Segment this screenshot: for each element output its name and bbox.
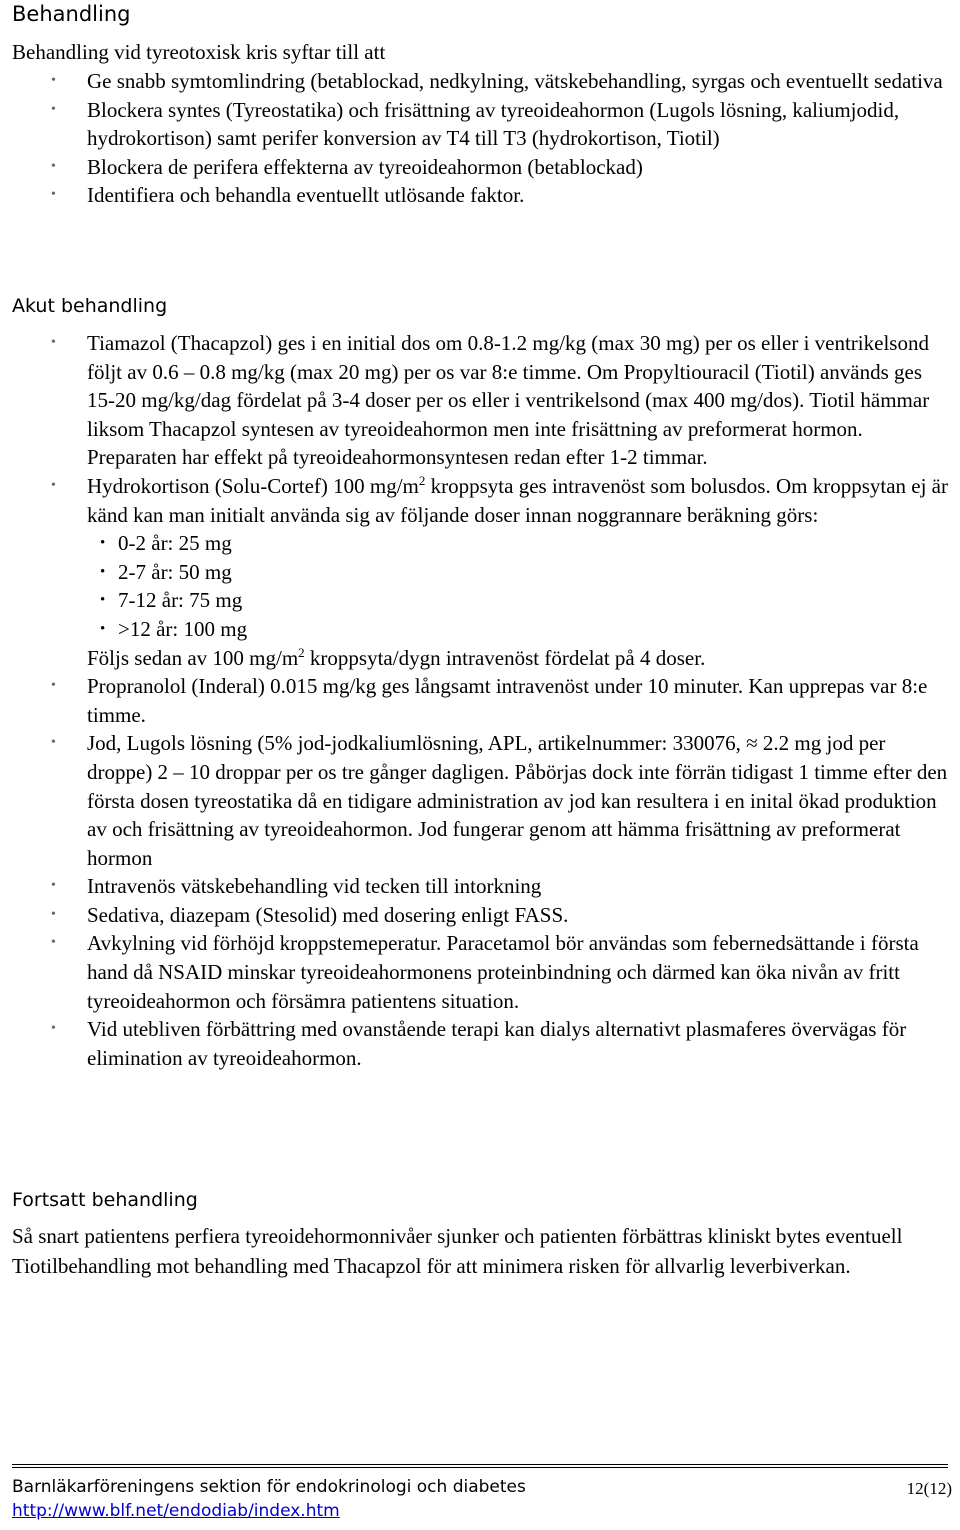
list-item-sedativa: • Sedativa, diazepam (Stesolid) med dosering enligt FASS. — [0, 901, 948, 930]
bullet-icon: • — [51, 906, 56, 922]
dose-item: • 0-2 år: 25 mg — [87, 529, 948, 558]
list-item: • Identifiera och behandla eventuellt utlösande faktor. — [0, 181, 948, 210]
list-item-vatska: • Intravenös vätskebehandling vid tecken till intorkning — [0, 872, 948, 901]
bullet-icon: • — [51, 1021, 56, 1037]
list-item: • Blockera de perifera effekterna av tyreoideahormon (betablockad) — [0, 153, 948, 182]
dose-item: • >12 år: 100 mg — [87, 615, 948, 644]
fortsatt-paragraph: Så snart patientens perfiera tyreoidehormonnivåer sjunker och patienten förbättras kliniskt bytes eventuell Tiotilbehandling mot behandling med Thacapzol för att minimera risken för allvarlig leverbiverkan. — [12, 1224, 903, 1278]
list-item-tiamazol: • Tiamazol (Thacapzol) ges i en initial dos om 0.8-1.2 mg/kg (max 30 mg) per os eller i ventrikelsond följt av 0.6 – 0.8 mg/kg (max 20 mg) per os var 8:e timme. Om Propyltiouracil (Tiotil) används ges 15-20 mg/kg/dag fördelat på 3-4 doser per os eller i ventrikelsond (max 400 mg/dos). Tiotil hämmar liksom Thacapzol syntesen av tyreoideahormon men inte frisättning av preformerat hormon. Preparaten har effekt på tyreoideahormonsyntesen redan efter 1-2 timmar. — [51, 331, 930, 470]
footer-organization: Barnläkarföreningens sektion för endokrinologi och diabetes — [12, 1477, 526, 1497]
bullet-icon: • — [51, 678, 56, 694]
list-item-dialys: • Vid utebliven förbättring med ovanstående terapi kan dialys alternativt plasmaferes övervägas för elimination av tyreoideahormon. — [51, 1017, 907, 1070]
bullet-icon: • — [51, 335, 56, 350]
bullet-icon: • — [51, 73, 56, 88]
list-item-propranolol: • Propranolol (Inderal) 0.015 mg/kg ges långsamt intravenöst under 10 minuter. Kan upprepas var 8:e timme. — [51, 674, 928, 727]
bullet-icon: • — [51, 101, 56, 117]
intro-lead: Behandling vid tyreotoxisk kris syftar till att — [12, 40, 386, 64]
dose-item: • 7-12 år: 75 mg — [87, 586, 948, 615]
section-heading-behandling: Behandling — [12, 2, 131, 26]
bullet-icon: • — [51, 735, 56, 751]
bullet-icon: • — [100, 592, 106, 609]
bullet-icon: • — [51, 187, 56, 203]
list-item-avkylning: • Avkylning vid förhöjd kroppstemeperatur. Paracetamol bör användas som febernedsättande i första hand då NSAID minskar tyreoideahormonens proteinbindning och därmed kan öka nivån av fritt tyreoideahormon och försämra patientens situation. — [51, 931, 919, 1013]
bullet-icon: • — [100, 563, 106, 580]
page-number: 12(12) — [906, 1479, 952, 1498]
list-item-hydrokortison: • Hydrokortison (Solu-Cortef) 100 $mg/m^2$ kroppsyta ges intravenöst som bolusdos. Om kroppsytan ej är känd kan man initialt använda sig av följande doser innan noggrannare beräkning görs: • 0-2 år: 25 mg • 2-7 år: 50 mg • 7-12 år: 75 mg • >12 år: 100 mg Följs sedan av 100 $mg/m^2$ kroppsyta/dygn intravenöst fördelat på 4 doser. — [51, 472, 948, 670]
footer-divider — [12, 1467, 948, 1468]
bullet-icon: • — [51, 158, 56, 174]
section-heading-fortsatt: Fortsatt behandling — [12, 1189, 198, 1211]
dose-item: • 2-7 år: 50 mg — [87, 558, 948, 587]
list-item: • Ge snabb symtomlindring (betablockad, nedkylning, vätskebehandling, syrgas och eventuellt sedativa — [0, 67, 948, 96]
akut-bullet-list — [0, 329, 948, 1072]
bullet-icon: • — [100, 620, 106, 637]
intro-bullet-list — [0, 67, 948, 210]
footer-divider — [12, 1464, 948, 1465]
section-heading-akut: Akut behandling — [12, 295, 168, 317]
dose-sub-list — [87, 529, 948, 643]
footer-url-link[interactable]: http://www.blf.net/endodiab/index.htm — [12, 1501, 340, 1521]
list-item: • Blockera syntes (Tyreostatika) och frisättning av tyreoideahormon (Lugols lösning, kaliumjodid, hydrokortison) samt perifer konversion av T4 till T3 (hydrokortison, Tiotil) — [51, 97, 900, 151]
bullet-icon: • — [51, 477, 56, 493]
list-item-jod: • Jod, Lugols lösning (5% jod-jodkaliumlösning, APL, artikelnummer: 330076, ≈ 2.2 mg jod per droppe) 2 – 10 droppar per os tre gånger dagligen. Påbörjas dock inte förrän tidigast 1 timme efter den första dosen tyreostatika då en tidigare administration av jod kan resultera i en inital ökad produktion av och frisättning av tyreoideahormon. Jod fungerar genom att hämma frisättning av preformerat hormon — [51, 731, 948, 870]
bullet-icon: • — [51, 935, 56, 951]
bullet-icon: • — [51, 878, 56, 894]
bullet-icon: • — [100, 535, 106, 552]
